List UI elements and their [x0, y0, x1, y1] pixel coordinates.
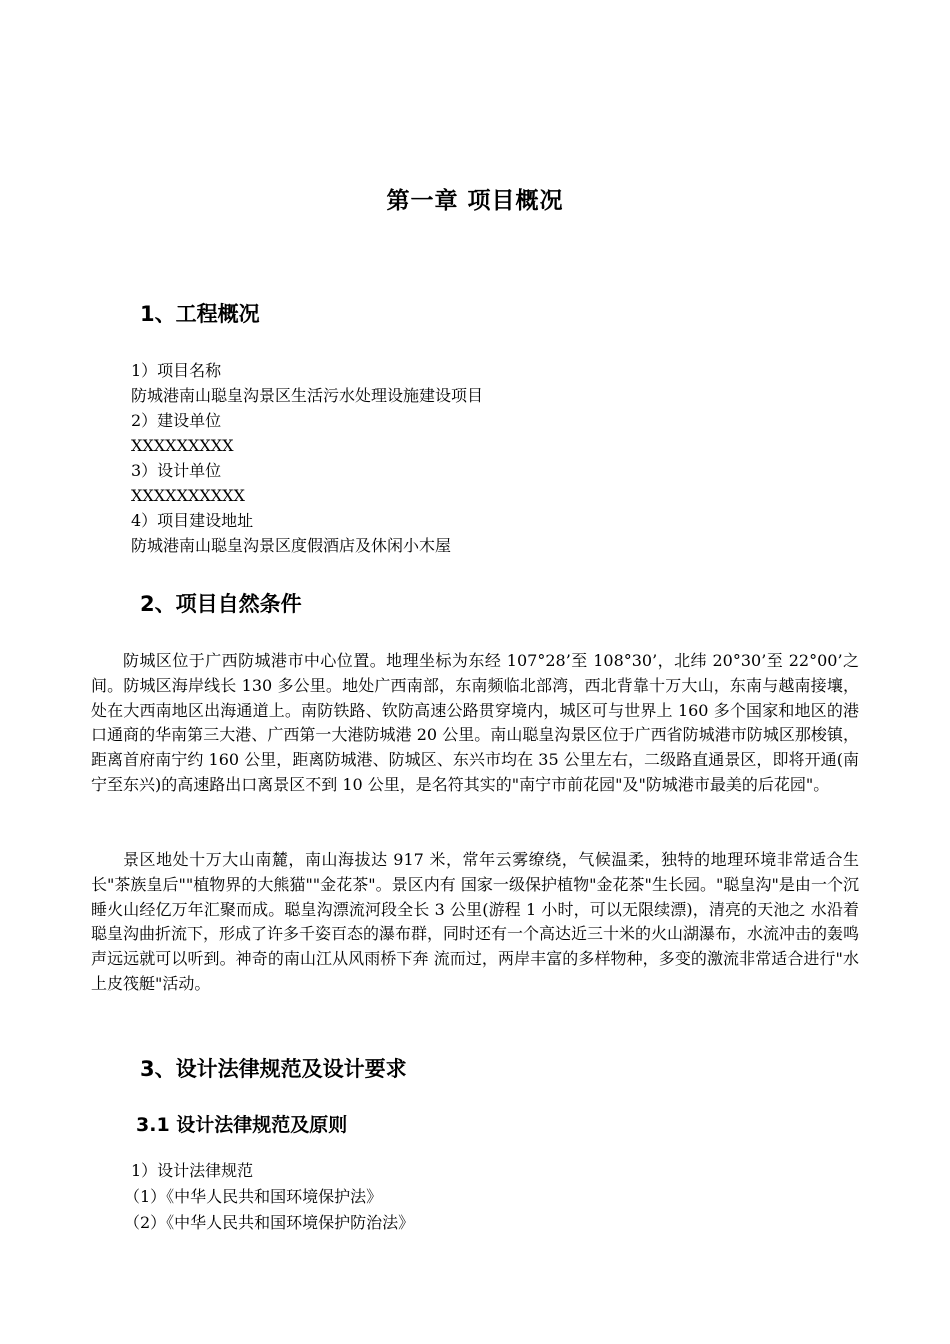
item-label-builder: 2）建设单位 [131, 411, 222, 430]
item-label-designer: 3）设计单位 [131, 461, 222, 480]
address-value: 防城港南山聪皇沟景区度假酒店及休闲小木屋 [131, 536, 452, 555]
law-list-item: （1）《中华人民共和国环境保护法》 [124, 1187, 383, 1206]
project-name-value: 防城港南山聪皇沟景区生活污水处理设施建设项目 [131, 386, 484, 405]
natural-conditions-paragraph-1: 防城区位于广西防城港市中心位置。地理坐标为东经 107°28’至 108°30’，北纬 20°30’至 22°00’之间。防城区海岸线长 130 多公里。地处广西南部，东南频临北部湾，西北背靠十万大山，东南与越南接壤，处在大西南地区出海通道上。南防铁路、钦防高速公路贯穿境内，城区可与世界上 160 多个国家和地区的港口通商的华南第三大港、广西第一大港防城港 20 公里。南山聪皇沟景区位于广西省防城港市防城区那梭镇，距离首府南宁约 160 公里，距离防城港、防城区、东兴市均在 35 公里左右，二级路直通景区，即将开通(南宁至东兴)的高速路出口离景区不到 10 公里，是名符其实的"南宁市前花园"及"防城港市最美的后花园"。 [91, 651, 859, 794]
designer-value: XXXXXXXXXX [131, 486, 245, 505]
builder-value: XXXXXXXXX [131, 436, 234, 455]
section-3-heading: 3、设计法律规范及设计要求 [140, 1057, 407, 1081]
item-label-address: 4）项目建设地址 [131, 511, 254, 530]
section-1-heading: 1、工程概况 [140, 302, 260, 326]
chapter-title: 第一章 项目概况 [386, 188, 564, 214]
section-3-1-heading: 3.1 设计法律规范及原则 [136, 1114, 348, 1136]
law-list-label: 1）设计法律规范 [131, 1161, 254, 1180]
section-2-heading: 2、项目自然条件 [140, 592, 302, 616]
natural-conditions-paragraph-2: 景区地处十万大山南麓，南山海拔达 917 米，常年云雾缭绕，气候温柔，独特的地理环境非常适合生长"茶族皇后""植物界的大熊猫""金花茶"。景区内有 国家一级保护植物"金花茶"生长园。"聪皇沟"是由一个沉睡火山经亿万年汇聚而成。聪皇沟漂流河段全长 3 公里(游程 1 小时，可以无限续漂)，清亮的天池之 水沿着聪皇沟曲折流下，形成了许多千姿百态的瀑布群，同时还有一个高达近三十米的火山湖瀑布，水流冲击的轰鸣声远远就可以听到。神奇的南山江从风雨桥下奔 流而过，两岸丰富的多样物种，多变的激流非常适合进行"水上皮筏艇"活动。 [91, 850, 860, 993]
law-list-item: （2）《中华人民共和国环境保护防治法》 [124, 1213, 415, 1232]
item-label-project-name: 1）项目名称 [131, 361, 222, 380]
